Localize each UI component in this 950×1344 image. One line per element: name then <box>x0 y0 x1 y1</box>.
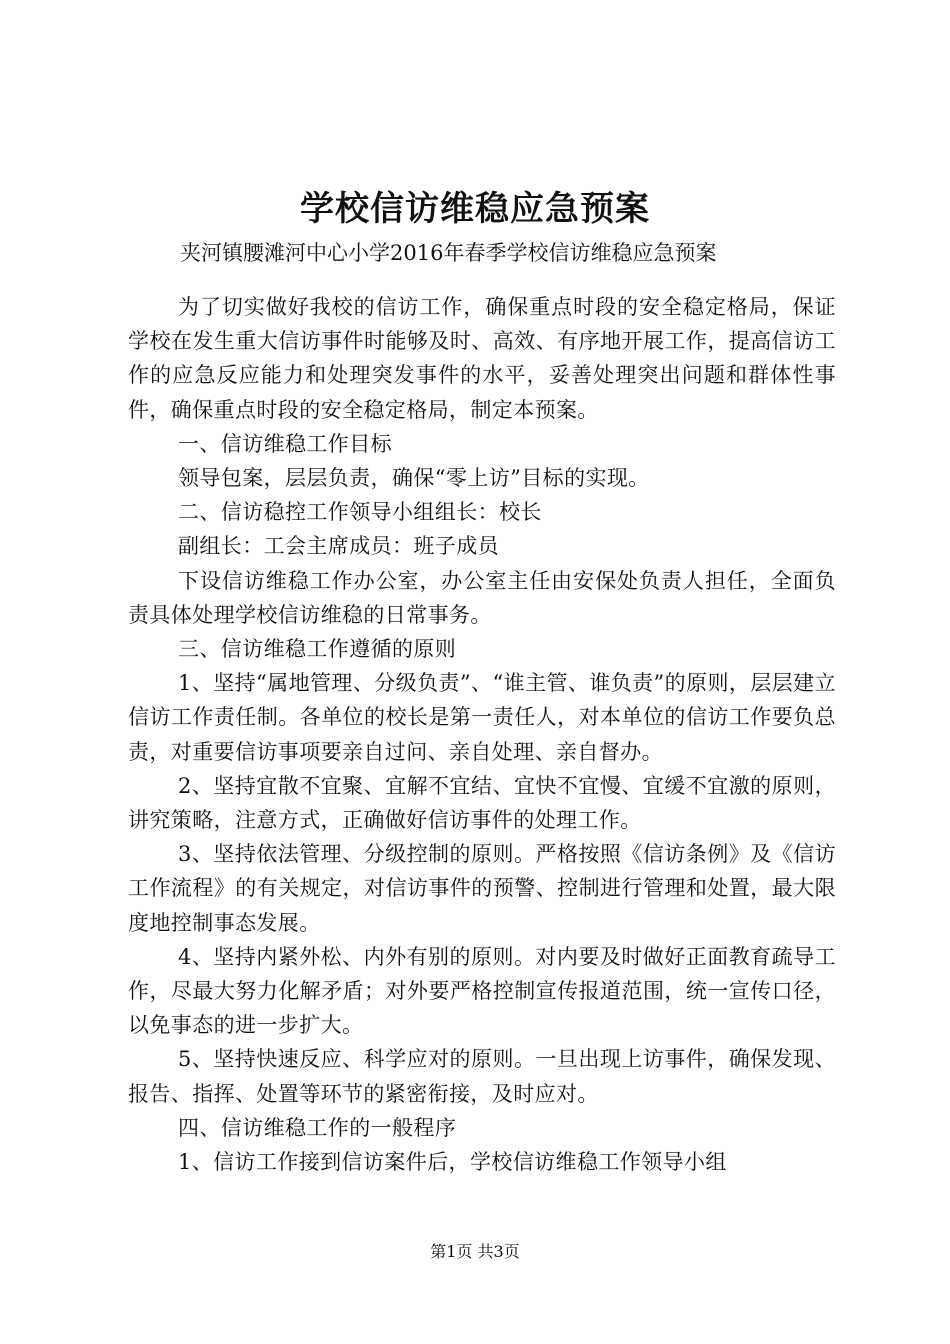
principle-1: 1、坚持“属地管理、分级负责”、“谁主管、谁负责”的原则，层层建立信访工作责任制。各单位的校长是第一责任人，对本单位的信访工作要负总责，对重要信访事项要亲自过问、亲自处理、亲自督办。 <box>128 671 836 764</box>
principle-5: 5、坚持快速反应、科学应对的原则。一旦出现上访事件，确保发现、报告、指挥、处置等环节的紧密衔接，及时应对。 <box>128 1047 836 1106</box>
paragraph-members: 副组长：工会主席成员：班子成员 <box>178 534 499 559</box>
principle-4: 4、坚持内紧外松、内外有别的原则。对内要及时做好正面教育疏导工作，尽最大努力化解矛盾；对外要严格控制宣传报道范围，统一宣传口径，以免事态的进一步扩大。 <box>128 944 836 1038</box>
paragraph-intro: 为了切实做好我校的信访工作，确保重点时段的安全稳定格局，保证学校在发生重大信访事件时能够及时、高效、有序地开展工作，提高信访工作的应急反应能力和处理突发事件的水平，妥善处理突出问题和群体性事件，确保重点时段的安全稳定格局，制定本预案。 <box>128 295 836 422</box>
heading-procedure: 四、信访维稳工作的一般程序 <box>178 1115 457 1140</box>
document-body <box>128 290 836 1179</box>
document-title: 学校信访维稳应急预案 <box>300 189 650 229</box>
paragraph-office: 下设信访维稳工作办公室，办公室主任由安保处负责人担任，全面负责具体处理学校信访维稳的日常事务。 <box>128 568 836 627</box>
heading-leadership: 二、信访稳控工作领导小组组长：校长 <box>178 500 542 525</box>
heading-principles: 三、信访维稳工作遵循的原则 <box>178 637 457 662</box>
document-subtitle: 夹河镇腰滩河中心小学2016年春季学校信访维稳应急预案 <box>180 241 717 265</box>
paragraph-goal: 领导包案，层层负责，确保“零上访”目标的实现。 <box>178 466 650 491</box>
heading-goal: 一、信访维稳工作目标 <box>178 431 392 456</box>
principle-3: 3、坚持依法管理、分级控制的原则。严格按照《信访条例》及《信访工作流程》的有关规定，对信访事件的预警、控制进行管理和处置，最大限度地控制事态发展。 <box>128 842 836 935</box>
procedure-1: 1、信访工作接到信访案件后，学校信访维稳工作领导小组 <box>178 1150 727 1175</box>
principle-2: 2、坚持宜散不宜聚、宜解不宜结、宜快不宜慢、宜缓不宜激的原则，讲究策略，注意方式，正确做好信访事件的处理工作。 <box>128 773 836 833</box>
page-footer: 第1页 共3页 <box>430 1242 520 1261</box>
